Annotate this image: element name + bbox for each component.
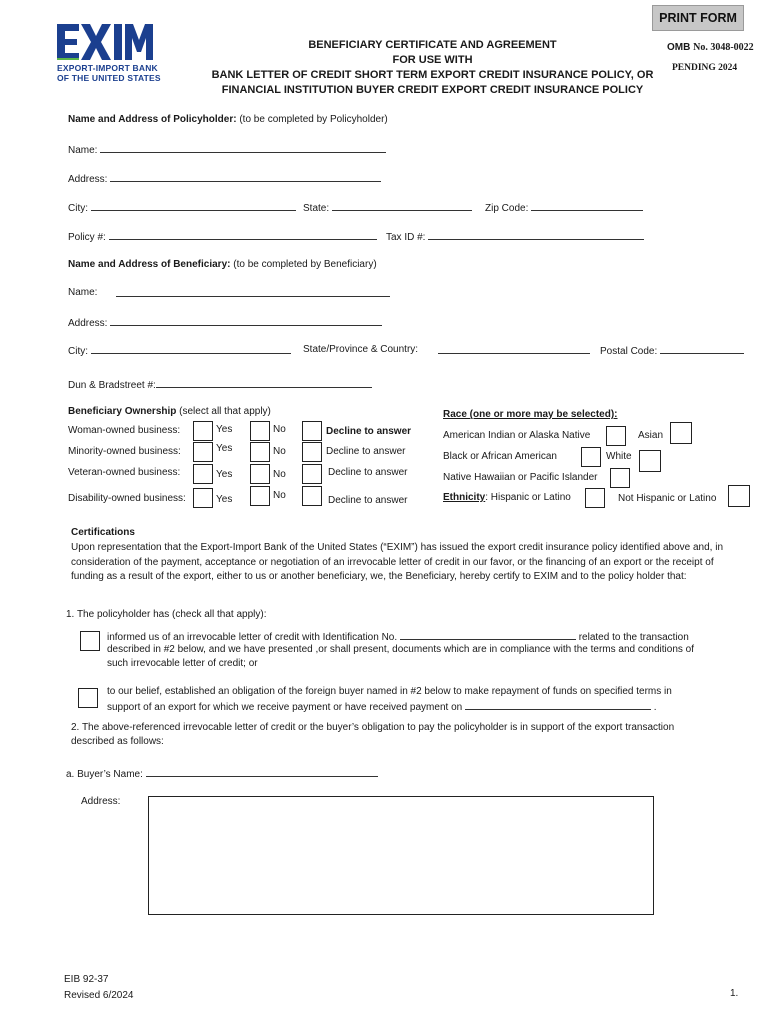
minority-yes-label: Yes <box>216 443 233 454</box>
policyholder-policy-label: Policy #: <box>68 232 106 243</box>
omb-number-value: No. 3048-0022 <box>693 42 754 53</box>
option-2-text-b: support of an export for which we receive payment or have received payment on <box>107 702 463 713</box>
policyholder-city-row <box>68 201 296 214</box>
woman-decline-label: Decline to answer <box>326 426 412 437</box>
buyer-address-label: Address: <box>81 796 121 807</box>
beneficiary-postal-label: Postal Code: <box>600 346 658 357</box>
policyholder-address-row <box>68 172 381 185</box>
beneficiary-state-country-row <box>303 344 418 355</box>
policyholder-state-field[interactable] <box>332 201 472 211</box>
race-american-indian-checkbox[interactable] <box>606 426 626 446</box>
beneficiary-duns-label: Dun & Bradstreet #: <box>68 380 156 391</box>
beneficiary-address-field[interactable] <box>110 316 382 326</box>
policyholder-state-label: State: <box>303 203 330 214</box>
minority-yes-checkbox[interactable] <box>193 442 213 462</box>
letter-of-credit-checkbox[interactable] <box>80 631 100 651</box>
title-line-2: FOR USE WITH <box>392 54 473 66</box>
policyholder-name-label: Name: <box>68 145 98 156</box>
option-1-line-c: described in #2 below, and we have presented ,or shall present, documents which are in compliance with the terms and conditions of <box>107 644 695 655</box>
race-american-indian-label: American Indian or Alaska Native <box>443 430 591 441</box>
minority-no-checkbox[interactable] <box>250 442 270 462</box>
option-1-line-a <box>107 630 689 643</box>
certifications-intro: Upon representation that the Export-Import Bank of the United States (“EXIM”) has issued the export credit insurance policy identified above and, in consideration of the payment, acceptance or negotiation of an irrevocable letter of credit in our favor, or the financing of an export or the receipt of funding as a result of the export, either to us or another beneficiary, we, the Beneficiary, hereby certify to EXIM and to the policy holder that: <box>71 542 724 582</box>
beneficiary-city-label: City: <box>68 346 88 357</box>
disability-no-label: No <box>273 490 286 501</box>
certifications-heading: Certifications <box>71 527 135 538</box>
lc-identification-field[interactable] <box>400 630 576 640</box>
race-black-label: Black or African American <box>443 451 557 462</box>
ethnicity-label: Ethnicity <box>443 492 486 503</box>
policyholder-policy-field[interactable] <box>109 230 377 240</box>
option-2-line-b <box>107 700 657 713</box>
beneficiary-postal-row <box>600 344 744 357</box>
option-2-text-end: . <box>653 702 657 713</box>
omb-number <box>667 42 754 53</box>
policyholder-taxid-row <box>386 230 644 243</box>
beneficiary-heading-note: (to be completed by Beneficiary) <box>233 259 377 270</box>
veteran-decline-checkbox[interactable] <box>302 464 322 484</box>
beneficiary-name-label: Name: <box>68 287 98 298</box>
race-white-label: White <box>606 451 632 462</box>
omb-prefix: OMB <box>667 42 691 53</box>
option-1-text-a: informed us of an irrevocable letter of credit with Identification No. <box>107 632 398 643</box>
policyholder-address-label: Address: <box>68 174 108 185</box>
race-black-checkbox[interactable] <box>581 447 601 467</box>
policyholder-heading-label: Name and Address of Policyholder: <box>68 114 237 125</box>
beneficiary-heading <box>68 259 377 270</box>
beneficiary-state-country-label: State/Province & Country: <box>303 344 419 355</box>
print-form-button[interactable]: PRINT FORM <box>652 5 744 31</box>
page-number: 1. <box>730 988 739 999</box>
woman-no-label: No <box>273 424 286 435</box>
disability-decline-label: Decline to answer <box>328 495 408 506</box>
beneficiary-address-row <box>68 316 382 329</box>
policyholder-address-field[interactable] <box>110 172 381 182</box>
form-number: EIB 92-37 <box>64 974 109 985</box>
policyholder-policy-row <box>68 230 377 243</box>
beneficiary-heading-label: Name and Address of Beneficiary: <box>68 259 231 270</box>
minority-decline-label: Decline to answer <box>326 446 406 457</box>
disability-no-checkbox[interactable] <box>250 486 270 506</box>
disability-yes-label: Yes <box>216 494 233 505</box>
veteran-no-label: No <box>273 469 286 480</box>
title-line-4: FINANCIAL INSTITUTION BUYER CREDIT EXPORT CREDIT INSURANCE POLICY <box>221 84 644 96</box>
race-pacific-label: Native Hawaiian or Pacific Islander <box>443 472 598 483</box>
ownership-heading-label: Beneficiary Ownership <box>68 406 177 417</box>
policyholder-name-row <box>68 143 386 156</box>
buyer-name-row <box>66 767 378 780</box>
policyholder-heading-note: (to be completed by Policyholder) <box>239 114 388 125</box>
beneficiary-postal-field[interactable] <box>660 344 744 354</box>
ethnicity-not-hispanic-checkbox[interactable] <box>728 485 750 507</box>
beneficiary-city-field[interactable] <box>91 344 291 354</box>
buyer-name-label: a. Buyer’s Name: <box>66 769 143 780</box>
ownership-row-label: Woman-owned business: <box>68 425 181 436</box>
beneficiary-name-field[interactable] <box>116 287 390 297</box>
revision-date: Revised 6/2024 <box>64 990 134 1001</box>
title-line-1: BENEFICIARY CERTIFICATE AND AGREEMENT <box>308 39 557 51</box>
ownership-row-label: Minority-owned business: <box>68 446 181 457</box>
buyer-name-field[interactable] <box>146 767 378 777</box>
beneficiary-name-row <box>68 287 97 298</box>
ethnicity-hispanic-checkbox[interactable] <box>585 488 605 508</box>
exim-wordmark <box>57 22 155 62</box>
beneficiary-state-country-field[interactable] <box>438 344 590 354</box>
minority-no-label: No <box>273 446 286 457</box>
ownership-row-label: Veteran-owned business: <box>68 467 181 478</box>
race-pacific-checkbox[interactable] <box>610 468 630 488</box>
ethnicity-hispanic-label: Hispanic or Latino <box>490 492 571 503</box>
beneficiary-city-row <box>68 344 291 357</box>
beneficiary-duns-field[interactable] <box>156 378 372 388</box>
ethnicity-row: Ethnicity: Hispanic or Latino <box>443 492 571 503</box>
policyholder-city-field[interactable] <box>91 201 296 211</box>
item-2-line-a: 2. The above-referenced irrevocable letter of credit or the buyer’s obligation to pay the policyholder is in support of the export transaction <box>71 722 675 733</box>
woman-decline-checkbox[interactable] <box>302 421 322 441</box>
policyholder-name-field[interactable] <box>100 143 386 153</box>
ownership-row-label: Disability-owned business: <box>68 493 186 504</box>
ownership-heading-note: (select all that apply) <box>179 406 271 417</box>
disability-yes-checkbox[interactable] <box>193 488 213 508</box>
race-white-checkbox[interactable] <box>639 450 661 472</box>
buyer-obligation-checkbox[interactable] <box>78 688 98 708</box>
policyholder-city-label: City: <box>68 203 88 214</box>
woman-yes-label: Yes <box>216 424 233 435</box>
veteran-decline-label: Decline to answer <box>328 467 408 478</box>
veteran-yes-label: Yes <box>216 469 233 480</box>
policyholder-state-row <box>303 201 472 214</box>
option-1-text-b: related to the transaction <box>578 632 689 643</box>
option-1-line-d: such irrevocable letter of credit; or <box>107 658 258 669</box>
logo-line-2: OF THE UNITED STATES <box>57 73 161 83</box>
race-asian-label: Asian <box>638 430 664 441</box>
minority-decline-checkbox[interactable] <box>302 442 322 462</box>
buyer-address-textarea[interactable] <box>148 796 654 915</box>
item-2-line-b: described as follows: <box>71 736 164 747</box>
woman-no-checkbox[interactable] <box>250 421 270 441</box>
race-heading: Race (one or more may be selected): <box>443 409 618 420</box>
omb-status: PENDING 2024 <box>672 63 738 73</box>
exim-logo <box>57 22 161 86</box>
policyholder-taxid-label: Tax ID #: <box>386 232 426 243</box>
veteran-no-checkbox[interactable] <box>250 464 270 484</box>
title-line-3: BANK LETTER OF CREDIT SHORT TERM EXPORT CREDIT INSURANCE POLICY, OR <box>211 69 654 81</box>
policyholder-taxid-field[interactable] <box>428 230 644 240</box>
policyholder-heading <box>68 114 388 125</box>
woman-yes-checkbox[interactable] <box>193 421 213 441</box>
policyholder-zip-row <box>485 201 643 214</box>
beneficiary-duns-row <box>68 378 372 391</box>
ethnicity-not-hispanic-label: Not Hispanic or Latino <box>618 493 717 504</box>
certifications-item-1: 1. The policyholder has (check all that apply): <box>66 609 267 620</box>
option-2-line-a: to our belief, established an obligation of the foreign buyer named in #2 below to make repayment of funds on specified terms in <box>107 686 672 697</box>
veteran-yes-checkbox[interactable] <box>193 464 213 484</box>
payment-date-field[interactable] <box>465 700 651 710</box>
disability-decline-checkbox[interactable] <box>302 486 322 506</box>
race-asian-checkbox[interactable] <box>670 422 692 444</box>
logo-line-1: EXPORT-IMPORT BANK <box>57 63 158 73</box>
policyholder-zip-label: Zip Code: <box>485 203 529 214</box>
policyholder-zip-field[interactable] <box>531 201 643 211</box>
ownership-heading <box>68 406 271 417</box>
beneficiary-address-label: Address: <box>68 318 108 329</box>
